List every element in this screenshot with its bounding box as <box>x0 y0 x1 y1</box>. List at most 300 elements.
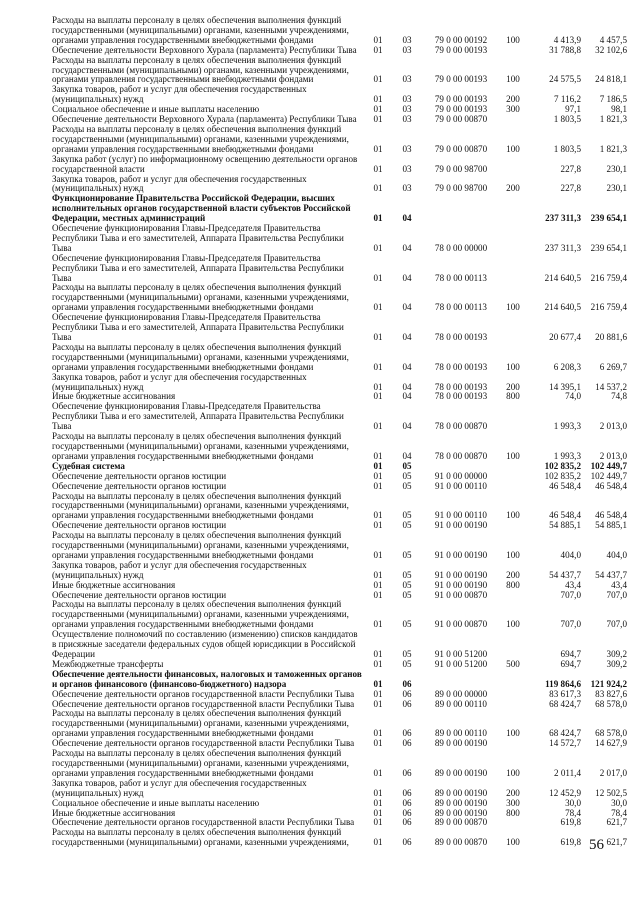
row-amount-year-2: 68 578,0 <box>595 698 627 709</box>
table-row <box>52 749 627 779</box>
row-expense-type <box>500 462 526 472</box>
row-expense-type <box>500 402 526 432</box>
row-name: Обеспечение деятельности органов государственной власти Республики Тыва <box>52 817 355 828</box>
row-section-code: 01 <box>373 114 383 125</box>
row-subsection-code: 03 <box>402 44 412 55</box>
row-section-code: 01 <box>373 807 383 818</box>
row-amount-year-1: 78,4 <box>565 807 581 818</box>
row-subsection-code: 03 <box>402 74 412 85</box>
table-row <box>52 155 627 175</box>
row-amount-year-1: 14 395,1 <box>549 381 581 392</box>
row-expense-type: 100 <box>506 361 520 372</box>
row-amount-year-2: 239 654,1 <box>590 213 627 224</box>
row-target-article: 89 0 00 00110 <box>435 728 487 739</box>
row-target-article: 89 0 00 00110 <box>435 698 487 709</box>
row-target-article: 79 0 00 00193 <box>434 94 488 105</box>
row-section-code: 01 <box>373 817 383 828</box>
row-expense-type: 100 <box>506 767 520 778</box>
row-name: Закупка товаров, работ и услуг для обеспечения государственных (муниципальных) нужд <box>52 173 307 194</box>
row-section-code: 01 <box>373 361 383 372</box>
row-amount-year-1: 237 311,3 <box>545 213 581 224</box>
row-subsection-code: 03 <box>402 114 412 125</box>
row-subsection-code: 06 <box>402 767 412 778</box>
row-subsection-code: 06 <box>402 678 412 689</box>
row-amount-year-2: 216 759,4 <box>590 272 627 283</box>
row-amount-year-1: 1 803,5 <box>553 114 581 125</box>
row-target-article: 79 0 00 00870 <box>434 143 488 154</box>
row-amount-year-2: 24 818,1 <box>595 74 627 85</box>
row-amount-year-1: 237 311,3 <box>544 242 581 253</box>
table-row <box>52 373 627 393</box>
table-row <box>52 343 627 373</box>
row-amount-year-2: 43,4 <box>611 579 627 590</box>
row-target-article: 89 0 00 00000 <box>434 688 488 699</box>
row-subsection-code: 03 <box>402 94 412 105</box>
row-target-article: 78 0 00 00113 <box>435 302 487 313</box>
row-target-article: 78 0 00 00193 <box>434 391 488 402</box>
row-section-code: 01 <box>373 421 383 432</box>
row-section-code: 01 <box>373 837 383 848</box>
row-section-code: 01 <box>373 163 383 174</box>
row-subsection-code: 06 <box>402 787 412 798</box>
row-amount-year-2: 230,1 <box>606 183 627 194</box>
row-subsection-code: 05 <box>402 460 412 471</box>
row-amount-year-2: 230,1 <box>606 163 627 174</box>
row-amount-year-2: 102 449,7 <box>590 470 627 481</box>
row-expense-type: 100 <box>506 302 520 313</box>
table-row <box>52 432 627 462</box>
row-section-code: 01 <box>373 649 383 659</box>
row-section-code: 01 <box>373 213 383 224</box>
table-row <box>52 828 627 848</box>
row-section-code: 01 <box>373 470 383 481</box>
row-amount-year-2: 6 269,7 <box>599 361 627 372</box>
row-section-code: 01 <box>373 510 383 521</box>
row-amount-year-1: 619,8 <box>560 837 581 848</box>
row-target-article: 91 0 00 00110 <box>435 480 487 491</box>
table-row <box>52 125 627 155</box>
row-expense-type: 100 <box>506 510 520 521</box>
row-subsection-code: 05 <box>402 589 412 600</box>
table-row <box>52 85 627 105</box>
table-row <box>52 254 627 284</box>
row-name: Обеспечение функционирования Главы-Председателя Правительства Республики Тыва и его заместителей, Аппарата Правительства Республики Тыва <box>52 252 344 283</box>
row-section-code: 01 <box>373 480 383 491</box>
table-row <box>52 175 627 195</box>
row-expense-type <box>500 630 526 660</box>
row-name: Межбюджетные трансферты <box>52 658 164 669</box>
row-subsection-code: 04 <box>402 391 412 402</box>
row-name: Расходы на выплаты персоналу в целях обеспечения выполнения функций государственными (муниципальными) органами, казенными учреждениями, органами управления государственными внебюджетными фондами <box>52 530 349 560</box>
row-amount-year-2: 309,2 <box>606 658 627 669</box>
row-expense-type <box>500 591 526 601</box>
row-section-code: 01 <box>373 94 383 105</box>
row-amount-year-1: 227,8 <box>560 163 581 174</box>
row-amount-year-1: 214 640,5 <box>544 302 581 313</box>
row-subsection-code: 04 <box>402 450 412 461</box>
row-amount-year-2: 707,0 <box>606 589 627 600</box>
row-section-code: 01 <box>373 619 383 630</box>
row-amount-year-1: 43,4 <box>565 579 581 590</box>
row-expense-type: 300 <box>506 104 520 115</box>
row-section-code: 01 <box>373 272 383 283</box>
row-target-article: 89 0 00 00190 <box>434 787 488 798</box>
row-target-article: 79 0 00 98700 <box>434 183 488 194</box>
row-subsection-code: 06 <box>402 817 412 828</box>
budget-table <box>52 16 627 848</box>
row-amount-year-1: 54 437,7 <box>549 569 581 580</box>
row-name: Расходы на выплаты персоналу в целях обеспечения выполнения функций государственными (муниципальными) органами, казенными учреждениями, органами управления государственными внебюджетными фондами <box>52 431 349 461</box>
row-expense-type: 100 <box>506 549 520 560</box>
row-section-code: 01 <box>373 34 383 45</box>
row-amount-year-1: 1 803,5 <box>553 143 581 154</box>
row-name: Закупка работ (услуг) по информационному освещению деятельности органов государственной власти <box>52 153 358 174</box>
row-amount-year-2: 20 881,6 <box>595 332 627 342</box>
row-expense-type: 200 <box>506 569 520 580</box>
row-target-article: 89 0 00 00190 <box>434 738 488 749</box>
page-number: 56 <box>589 837 604 853</box>
row-name: Закупка товаров, работ и услуг для обеспечения государственных (муниципальных) нужд <box>52 84 307 105</box>
row-amount-year-1: 54 885,1 <box>549 520 581 531</box>
row-target-article: 91 0 00 00190 <box>434 579 488 590</box>
row-expense-type: 100 <box>506 450 520 461</box>
row-amount-year-1: 4 413,9 <box>553 34 581 45</box>
row-amount-year-1: 97,1 <box>565 104 581 115</box>
row-amount-year-1: 1 993,3 <box>553 421 581 432</box>
row-amount-year-2: 707,0 <box>606 619 627 630</box>
row-subsection-code: 05 <box>402 619 412 630</box>
row-subsection-code: 05 <box>402 658 412 669</box>
row-section-code: 01 <box>373 797 383 808</box>
row-name: Обеспечение функционирования Главы-Председателя Правительства Республики Тыва и его заместителей, Аппарата Правительства Республики Тыва <box>52 312 344 342</box>
row-section-code: 01 <box>373 579 383 590</box>
row-expense-type <box>500 155 526 175</box>
row-expense-type <box>500 739 526 749</box>
row-name: Закупка товаров, работ и услуг для обеспечения государственных (муниципальных) нужд <box>52 371 307 392</box>
row-name: Закупка товаров, работ и услуг для обеспечения государственных (муниципальных) нужд <box>52 777 307 798</box>
row-amount-year-1: 6 208,3 <box>553 361 581 372</box>
row-name: Расходы на выплаты персоналу в целях обеспечения выполнения функций государственными (муниципальными) органами, казенными учреждениями, <box>52 827 349 848</box>
row-name: Обеспечение деятельности органов государственной власти Республики Тыва <box>52 738 355 749</box>
row-expense-type: 200 <box>506 94 520 105</box>
row-target-article: 91 0 00 00870 <box>434 589 488 600</box>
row-amount-year-1: 1 993,3 <box>553 450 581 461</box>
row-section-code: 01 <box>373 549 383 560</box>
row-expense-type <box>500 313 526 343</box>
row-target-article: 79 0 00 00193 <box>434 74 488 85</box>
row-name: Обеспечение деятельности финансовых, налоговых и таможенных органов и органов финансового (финансово-бюджетного) надзора <box>52 668 362 689</box>
row-amount-year-1: 227,8 <box>560 183 581 194</box>
row-name: Расходы на выплаты персоналу в целях обеспечения выполнения функций государственными (муниципальными) органами, казенными учреждениями, органами управления государственными внебюджетными фондами <box>52 15 349 45</box>
row-name: Судебная система <box>52 460 125 471</box>
row-name: Расходы на выплаты персоналу в целях обеспечения выполнения функций государственными (муниципальными) органами, казенными учреждениями, органами управления государственными внебюджетными фондами <box>52 599 349 630</box>
row-target-article: 79 0 00 00193 <box>434 44 488 55</box>
row-expense-type <box>500 115 526 125</box>
row-name: Социальное обеспечение и иные выплаты населению <box>52 797 260 808</box>
table-row <box>52 56 627 86</box>
row-target-article: 89 0 00 00190 <box>434 807 488 818</box>
row-name: Расходы на выплаты персоналу в целях обеспечения выполнения функций государственными (муниципальными) органами, казенными учреждениями, органами управления государственными внебюджетными фондами <box>52 490 349 521</box>
row-amount-year-2: 621,7 <box>606 817 627 828</box>
row-amount-year-1: 102 835,2 <box>544 460 581 471</box>
row-section-code: 01 <box>373 569 383 580</box>
row-name: Расходы на выплаты персоналу в целях обеспечения выполнения функций государственными (муниципальными) органами, казенными учреждениями, органами управления государственными внебюджетными фондами <box>52 282 349 313</box>
row-name: Расходы на выплаты персоналу в целях обеспечения выполнения функций государственными (муниципальными) органами, казенными учреждениями, органами управления государственными внебюджетными фондами <box>52 708 349 739</box>
row-target-article: 78 0 00 00193 <box>434 332 488 342</box>
row-target-article: 91 0 00 00190 <box>434 569 488 580</box>
row-name: Иные бюджетные ассигнования <box>52 807 176 818</box>
row-amount-year-2: 78,4 <box>611 807 627 818</box>
row-amount-year-2: 239 654,1 <box>590 242 627 253</box>
row-expense-type <box>500 224 526 254</box>
row-name: Иные бюджетные ассигнования <box>52 579 176 590</box>
row-section-code: 01 <box>373 698 383 709</box>
row-expense-type <box>500 818 526 828</box>
row-name: Иные бюджетные ассигнования <box>52 391 176 402</box>
row-target-article: 91 0 00 00870 <box>434 619 488 630</box>
table-row <box>52 799 627 809</box>
row-section-code: 01 <box>373 381 383 392</box>
budget-table-body <box>52 16 627 848</box>
table-row <box>52 709 627 739</box>
row-target-article: 78 0 00 00870 <box>434 450 488 461</box>
row-target-article <box>422 670 500 690</box>
row-target-article: 89 0 00 00870 <box>434 837 488 848</box>
row-section-code: 01 <box>373 183 383 194</box>
row-amount-year-1: 20 677,4 <box>549 332 581 342</box>
row-target-article: 79 0 00 98700 <box>434 163 488 174</box>
row-amount-year-2: 404,0 <box>606 549 627 560</box>
row-subsection-code: 04 <box>402 421 412 432</box>
table-row <box>52 600 627 630</box>
row-amount-year-2: 216 759,4 <box>590 302 627 313</box>
row-subsection-code: 05 <box>402 549 412 560</box>
row-expense-type: 800 <box>506 391 520 402</box>
row-name: Расходы на выплаты персоналу в целях обеспечения выполнения функций государственными (муниципальными) органами, казенными учреждениями, органами управления государственными внебюджетными фондами <box>52 748 349 778</box>
row-amount-year-1: 74,0 <box>565 391 581 402</box>
row-expense-type <box>500 690 526 700</box>
row-amount-year-2: 14 537,2 <box>595 381 627 392</box>
row-section-code: 01 <box>373 104 383 115</box>
row-subsection-code: 04 <box>402 272 412 283</box>
row-name: Расходы на выплаты персоналу в целях обеспечения выполнения функций государственными (муниципальными) органами, казенными учреждениями, органами управления государственными внебюджетными фондами <box>52 54 349 85</box>
row-amount-year-2: 121 924,2 <box>590 678 627 689</box>
row-subsection-code: 06 <box>402 797 412 808</box>
row-subsection-code: 05 <box>402 520 412 531</box>
row-expense-type: 100 <box>506 619 520 630</box>
row-target-article: 78 0 00 00193 <box>434 361 488 372</box>
row-amount-year-2: 68 578,0 <box>595 728 627 739</box>
row-target-article: 91 0 00 00190 <box>434 520 488 531</box>
table-row <box>52 224 627 254</box>
row-target-article: 91 0 00 00000 <box>434 470 488 481</box>
row-amount-year-2: 32 102,6 <box>595 44 627 55</box>
row-subsection-code: 06 <box>402 807 412 818</box>
row-subsection-code: 05 <box>402 579 412 590</box>
row-target-article: 78 0 00 00113 <box>435 272 487 283</box>
table-row <box>52 402 627 432</box>
row-subsection-code: 04 <box>402 381 412 392</box>
row-target-article <box>422 194 500 224</box>
row-target-article: 91 0 00 51200 <box>434 658 488 669</box>
row-expense-type: 100 <box>506 143 520 154</box>
row-amount-year-2: 46 548,4 <box>595 510 627 521</box>
row-expense-type: 100 <box>506 74 520 85</box>
row-amount-year-1: 30,0 <box>565 797 581 808</box>
row-amount-year-1: 119 864,6 <box>545 678 581 689</box>
row-target-article: 89 0 00 00190 <box>434 767 488 778</box>
row-target-article: 91 0 00 51200 <box>434 649 488 659</box>
row-target-article: 78 0 00 00193 <box>434 381 488 392</box>
row-amount-year-1: 12 452,9 <box>549 787 581 798</box>
row-expense-type: 100 <box>506 837 520 848</box>
row-name: Обеспечение деятельности Верховного Хурала (парламента) Республики Тыва <box>52 44 357 55</box>
row-amount-year-2: 309,2 <box>606 649 627 659</box>
row-name: Расходы на выплаты персоналу в целях обеспечения выполнения функций государственными (муниципальными) органами, казенными учреждениями, органами управления государственными внебюджетными фондами <box>52 341 349 372</box>
row-expense-type <box>500 700 526 710</box>
row-amount-year-2: 2 013,0 <box>599 421 627 432</box>
row-subsection-code: 04 <box>402 242 412 253</box>
row-expense-type: 800 <box>506 579 520 590</box>
row-expense-type: 200 <box>506 381 520 392</box>
row-target-article: 89 0 00 00190 <box>434 797 488 808</box>
row-expense-type: 200 <box>506 183 520 194</box>
table-row <box>52 670 627 690</box>
row-expense-type: 300 <box>506 797 520 808</box>
row-target-article: 79 0 00 00870 <box>434 114 488 125</box>
row-amount-year-1: 707,0 <box>560 589 581 600</box>
row-target-article: 79 0 00 00193 <box>434 104 488 115</box>
row-name: Социальное обеспечение и иные выплаты населению <box>52 104 260 115</box>
row-amount-year-1: 46 548,4 <box>549 510 581 521</box>
row-amount-year-2: 7 186,5 <box>599 94 627 105</box>
row-amount-year-2: 2 017,0 <box>599 767 627 778</box>
row-expense-type: 200 <box>506 787 520 798</box>
row-subsection-code: 05 <box>402 470 412 481</box>
row-amount-year-2: 621,7 <box>606 837 627 848</box>
row-name: Обеспечение деятельности Верховного Хурала (парламента) Республики Тыва <box>52 114 357 125</box>
row-subsection-code: 03 <box>402 143 412 154</box>
row-subsection-code: 03 <box>402 163 412 174</box>
table-row <box>52 630 627 660</box>
row-amount-year-2: 98,1 <box>611 104 627 115</box>
table-row <box>52 531 627 561</box>
table-row <box>52 492 627 522</box>
table-row <box>52 561 627 581</box>
row-amount-year-1: 68 424,7 <box>549 728 581 739</box>
row-subsection-code: 03 <box>402 34 412 45</box>
row-amount-year-1: 214 640,5 <box>544 272 581 283</box>
row-amount-year-2: 14 627,9 <box>595 738 627 749</box>
row-subsection-code: 06 <box>402 738 412 749</box>
row-target-article: 79 0 00 00192 <box>434 34 488 45</box>
row-subsection-code: 05 <box>402 649 412 659</box>
row-name: Обеспечение деятельности органов юстиции <box>52 480 227 491</box>
row-expense-type: 800 <box>506 807 520 818</box>
row-amount-year-2: 54 885,1 <box>595 520 627 531</box>
row-subsection-code: 06 <box>402 837 412 848</box>
row-expense-type <box>500 670 526 690</box>
row-amount-year-2: 46 548,4 <box>595 480 627 491</box>
row-target-article: 89 0 00 00870 <box>434 817 488 828</box>
row-section-code: 01 <box>373 302 383 313</box>
row-section-code: 01 <box>373 589 383 600</box>
row-amount-year-2: 74,8 <box>611 391 627 402</box>
row-subsection-code: 04 <box>402 332 412 342</box>
row-subsection-code: 03 <box>402 183 412 194</box>
row-amount-year-1: 102 835,2 <box>544 470 581 481</box>
row-amount-year-1: 404,0 <box>560 549 581 560</box>
row-subsection-code: 06 <box>402 698 412 709</box>
row-amount-year-1: 68 424,7 <box>549 698 581 709</box>
row-amount-year-2: 102 449,7 <box>590 460 627 471</box>
row-target-article: 91 0 00 00110 <box>435 510 487 521</box>
row-subsection-code: 05 <box>402 480 412 491</box>
row-amount-year-1: 83 617,3 <box>549 688 581 699</box>
row-section-code: 01 <box>373 332 383 342</box>
row-name: Функционирование Правительства Российской Федерации, высших исполнительных органов государственной власти субъектов Российской Федерации, местных администраций <box>52 193 351 224</box>
row-subsection-code: 03 <box>402 104 412 115</box>
row-amount-year-2: 83 827,6 <box>595 688 627 699</box>
row-amount-year-1: 7 116,2 <box>554 94 581 105</box>
row-name: Обеспечение деятельности органов юстиции <box>52 589 227 600</box>
row-section-code: 01 <box>373 520 383 531</box>
row-amount-year-2: 1 821,3 <box>599 114 627 125</box>
row-subsection-code: 04 <box>402 361 412 372</box>
row-name: Обеспечение деятельности органов юстиции <box>52 520 227 531</box>
row-amount-year-1: 2 011,4 <box>554 767 581 778</box>
row-section-code: 01 <box>373 658 383 669</box>
row-section-code: 01 <box>373 767 383 778</box>
row-amount-year-1: 707,0 <box>560 619 581 630</box>
row-name: Обеспечение деятельности органов государственной власти Республики Тыва <box>52 688 355 699</box>
row-expense-type <box>500 194 526 224</box>
row-section-code: 01 <box>373 787 383 798</box>
row-amount-year-2: 12 502,5 <box>595 787 627 798</box>
row-section-code: 01 <box>373 460 383 471</box>
row-name: Обеспечение функционирования Главы-Председателя Правительства Республики Тыва и его заместителей, Аппарата Правительства Республики Тыва <box>52 401 344 432</box>
row-amount-year-2: 4 457,5 <box>599 34 627 45</box>
row-subsection-code: 05 <box>402 510 412 521</box>
row-subsection-code: 05 <box>402 569 412 580</box>
row-target-article: 91 0 00 00190 <box>434 549 488 560</box>
row-expense-type <box>500 46 526 56</box>
row-name: Обеспечение деятельности органов государственной власти Республики Тыва <box>52 698 355 709</box>
row-amount-year-1: 14 572,7 <box>549 738 581 749</box>
table-row <box>52 779 627 799</box>
row-target-article: 78 0 00 00870 <box>434 421 488 432</box>
table-row <box>52 16 627 46</box>
row-amount-year-1: 31 788,8 <box>549 44 581 55</box>
row-expense-type <box>500 482 526 492</box>
row-expense-type: 100 <box>506 34 520 45</box>
row-amount-year-2: 2 013,0 <box>599 450 627 461</box>
row-section-code: 01 <box>373 688 383 699</box>
row-amount-year-1: 46 548,4 <box>549 480 581 491</box>
row-amount-year-1: 24 575,5 <box>549 74 581 85</box>
table-row <box>52 482 627 492</box>
row-amount-year-2: 54 437,7 <box>595 569 627 580</box>
row-amount-year-2: 1 821,3 <box>599 143 627 154</box>
row-amount-year-1: 694,7 <box>560 649 581 659</box>
row-section-code: 01 <box>373 738 383 749</box>
row-name: Расходы на выплаты персоналу в целях обеспечения выполнения функций государственными (муниципальными) органами, казенными учреждениями, органами управления государственными внебюджетными фондами <box>52 123 349 154</box>
row-section-code: 01 <box>373 44 383 55</box>
row-subsection-code: 06 <box>402 728 412 739</box>
row-section-code: 01 <box>373 391 383 402</box>
row-section-code: 01 <box>373 242 383 253</box>
row-name: Закупка товаров, работ и услуг для обеспечения государственных (муниципальных) нужд <box>52 559 307 580</box>
